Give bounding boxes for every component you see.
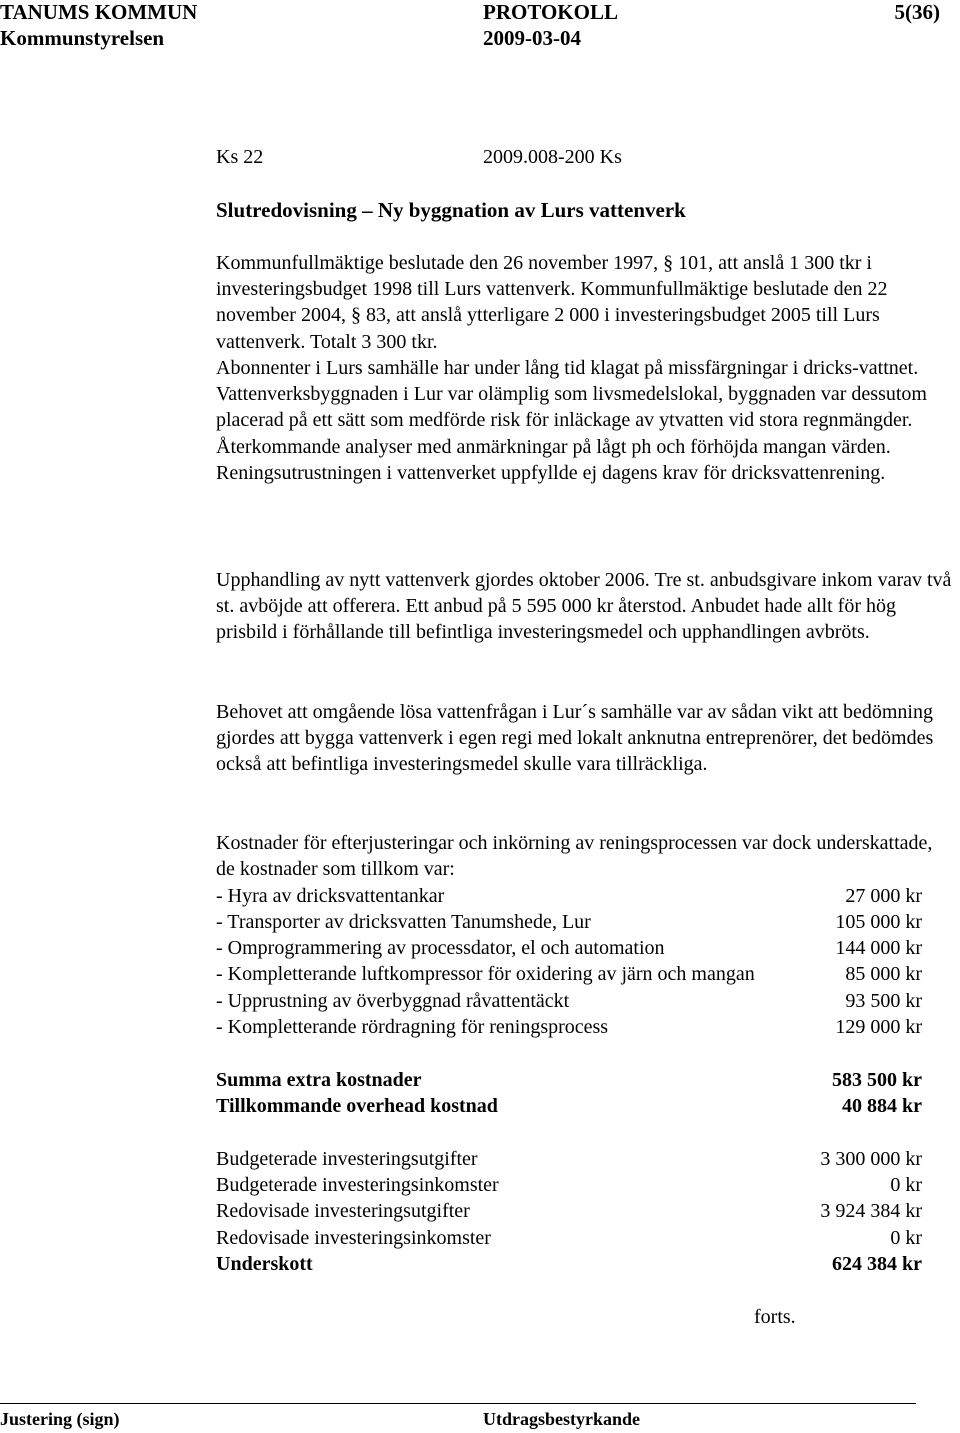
cost-item xyxy=(216,961,922,987)
cost-item-amount: 105 000 kr xyxy=(835,911,922,933)
extract-label: Utdragsbestyrkande xyxy=(483,1409,641,1429)
budget-row xyxy=(216,1146,922,1172)
paragraph-decisions: Kommunfullmäktige beslutade den 26 november 1997, § 101, att anslå 1 300 tkr i investeringsbudget 1998 till Lurs vattenverk. Kommunfullmäktige beslutade den 22 november 2004, § 83, att anslå ytterligare 2 000 i investeringsbudget 2005 till Lurs vattenverk. Totalt 3 300 tkr. xyxy=(216,252,888,353)
municipality-name: TANUMS KOMMUN xyxy=(0,0,198,24)
cost-item-amount: 129 000 kr xyxy=(835,1016,922,1038)
document-type: PROTOKOLL xyxy=(483,0,618,24)
deficit-label: Underskott xyxy=(216,1253,313,1275)
budget-label: Budgeterade investeringsutgifter xyxy=(216,1148,478,1170)
continued-note: forts. xyxy=(754,1306,796,1328)
budget-amount: 0 kr xyxy=(890,1227,922,1249)
cost-item-label: - Kompletterande rördragning för reningsprocess xyxy=(216,1016,609,1038)
total-extra-costs xyxy=(216,1067,922,1093)
cost-item-label: - Omprogrammering av processdator, el och automation xyxy=(216,937,665,959)
total-label: Tillkommande overhead kostnad xyxy=(216,1095,498,1117)
budget-amount: 3 300 000 kr xyxy=(820,1148,922,1170)
cost-item-amount: 93 500 kr xyxy=(845,990,922,1012)
cost-item xyxy=(216,909,922,935)
cost-item xyxy=(216,935,922,961)
case-title: Slutredovisning – Ny byggnation av Lurs vattenverk xyxy=(216,198,686,222)
budget-row xyxy=(216,1198,922,1224)
budget-row xyxy=(216,1172,922,1198)
total-amount: 40 884 kr xyxy=(842,1095,922,1117)
cost-item-label: - Hyra av dricksvattentankar xyxy=(216,885,445,907)
paragraph-costs-intro: Kostnader för efterjusteringar och inkörning av reningsprocessen var dock underskattade, de kostnader som tillkom var: xyxy=(216,832,933,881)
cost-item-amount: 85 000 kr xyxy=(845,963,922,985)
case-number: Ks 22 xyxy=(216,146,264,168)
cost-item-amount: 27 000 kr xyxy=(845,885,922,907)
budget-amount: 0 kr xyxy=(890,1174,922,1196)
budget-label: Redovisade investeringsutgifter xyxy=(216,1200,470,1222)
budget-label: Redovisade investeringsinkomster xyxy=(216,1227,491,1249)
paragraph-background: Abonnenter i Lurs samhälle har under lång tid klagat på missfärgningar i dricks-vattnet. Vattenverksbyggnaden i Lur var olämplig som livsmedelslokal, byggnaden var dessutom placerad på ett sätt som medförde risk för inläckage av ytvatten vid stora regnmängder. Återkommande analyser med anmärkningar på lågt ph och förhöjda mangan värden. Reningsutrustningen i vattenverket uppfyllde ej dagens krav för dricksvattenrening. xyxy=(216,357,927,484)
budget-label: Budgeterade investeringsinkomster xyxy=(216,1174,499,1196)
deficit-row xyxy=(216,1251,922,1277)
signature-label: Justering (sign) xyxy=(0,1409,120,1429)
cost-item xyxy=(216,883,922,909)
paragraph-procurement: Upphandling av nytt vattenverk gjordes oktober 2006. Tre st. anbudsgivare inkom varav två st. avböjde att offerera. Ett anbud på 5 595 000 kr återstod. Anbudet hade allt för hög prisbild i förhållande till befintliga investeringsmedel och upphandlingen avbröts. xyxy=(216,569,952,644)
meeting-date: 2009-03-04 xyxy=(483,26,581,50)
cost-item-label: - Kompletterande luftkompressor för oxidering av järn och mangan xyxy=(216,963,755,985)
cost-item-amount: 144 000 kr xyxy=(835,937,922,959)
board-name: Kommunstyrelsen xyxy=(0,26,165,50)
budget-amount: 3 924 384 kr xyxy=(820,1200,922,1222)
total-overhead xyxy=(216,1093,922,1119)
page-number: 5(36) xyxy=(894,0,940,24)
case-dnr: 2009.008-200 Ks xyxy=(483,146,622,168)
deficit-amount: 624 384 kr xyxy=(832,1253,922,1275)
cost-item xyxy=(216,988,922,1014)
budget-row xyxy=(216,1225,922,1251)
cost-item-label: - Transporter av dricksvatten Tanumshede, Lur xyxy=(216,911,591,933)
total-label: Summa extra kostnader xyxy=(216,1069,422,1091)
total-amount: 583 500 kr xyxy=(832,1069,922,1091)
footer-divider xyxy=(0,1403,916,1404)
cost-item xyxy=(216,1014,922,1040)
cost-item-label: - Upprustning av överbyggnad råvattentäckt xyxy=(216,990,570,1012)
paragraph-own-build: Behovet att omgående lösa vattenfrågan i Lur´s samhälle var av sådan vikt att bedömning gjordes att bygga vattenverk i egen regi med lokalt anknutna entreprenörer, det bedömdes också att befintliga investeringsmedel skulle vara tillräckliga. xyxy=(216,701,934,776)
